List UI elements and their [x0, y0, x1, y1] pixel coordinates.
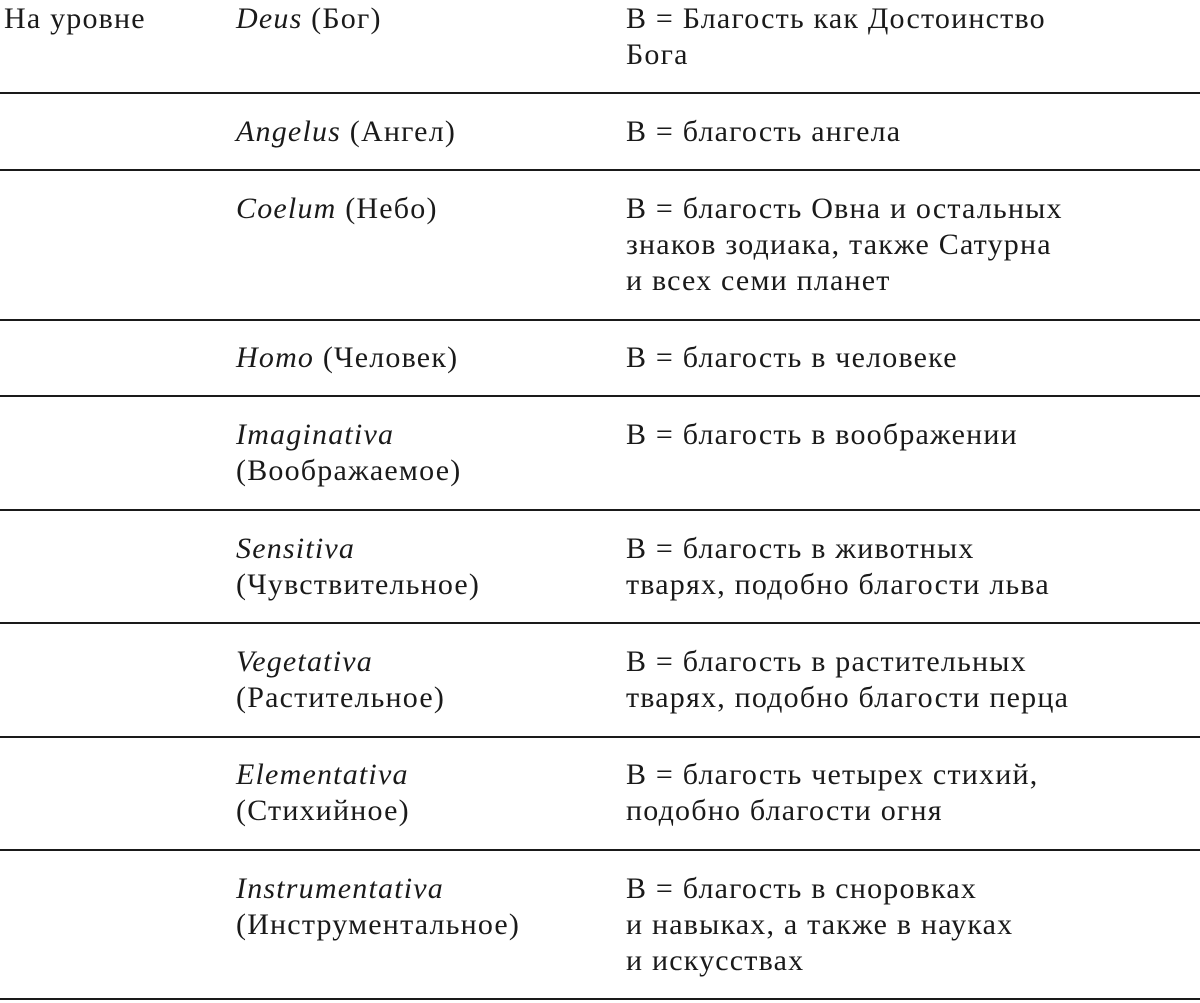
meaning-line: B = благость четырех стихий,: [626, 758, 1039, 791]
latin-term: Instrumentativa: [236, 872, 444, 905]
level-name: [236, 871, 520, 943]
level-name: [236, 114, 456, 150]
latin-term: Coelum: [236, 192, 337, 225]
level-meaning: [626, 871, 1013, 979]
level-name: [236, 340, 458, 376]
latin-term: Sensitiva: [236, 532, 356, 565]
latin-term: Homo: [236, 341, 315, 374]
meaning-line: B = благость Овна и остальных: [626, 192, 1063, 225]
russian-term: (Инструментальное): [236, 908, 521, 941]
meaning-line: B = Благость как Достоинство: [626, 2, 1046, 35]
row-divider: [0, 849, 1200, 851]
level-meaning: [626, 644, 1069, 716]
meaning-line: подобно благости огня: [626, 794, 943, 827]
level-label: На уровне: [4, 2, 146, 35]
level-meaning: [626, 114, 901, 150]
meaning-line: знаков зодиака, также Сатурна: [626, 228, 1052, 261]
level-meaning: [626, 417, 1018, 453]
russian-term: (Растительное): [236, 681, 446, 714]
level-name: [236, 644, 445, 716]
meaning-line: B = благость в человеке: [626, 341, 958, 374]
row-divider: [0, 319, 1200, 321]
meaning-line: и навыках, а также в науках: [626, 908, 1014, 941]
russian-term: (Чувствительное): [236, 568, 481, 601]
russian-term: (Бог): [311, 2, 382, 35]
level-name: [236, 191, 438, 227]
level-name: [236, 417, 461, 489]
meaning-line: Бога: [626, 38, 689, 71]
level-meaning: [626, 757, 1038, 829]
latin-term: Imaginativa: [236, 418, 395, 451]
meaning-line: B = благость в растительных: [626, 645, 1027, 678]
level-meaning: [626, 1, 1046, 73]
row-divider: [0, 736, 1200, 738]
meaning-line: тварях, подобно благости перца: [626, 681, 1070, 714]
latin-term: Deus: [236, 2, 303, 35]
meaning-line: тварях, подобно благости льва: [626, 568, 1050, 601]
row-divider: [0, 509, 1200, 511]
latin-term: Angelus: [236, 115, 342, 148]
meaning-line: B = благость ангела: [626, 115, 902, 148]
meaning-line: B = благость в воображении: [626, 418, 1018, 451]
level-meaning: [626, 531, 1050, 603]
russian-term: (Человек): [322, 341, 459, 374]
level-meaning: [626, 191, 1063, 299]
meaning-line: B = благость в животных: [626, 532, 975, 565]
meaning-line: и всех семи планет: [626, 264, 891, 297]
level-meaning: [626, 340, 958, 376]
level-name: [236, 1, 382, 37]
row-divider: [0, 622, 1200, 624]
russian-term: (Небо): [345, 192, 438, 225]
latin-term: Vegetativa: [236, 645, 373, 678]
level-name: [236, 757, 410, 829]
russian-term: (Ангел): [349, 115, 457, 148]
level-name: [236, 531, 480, 603]
row-divider: [0, 169, 1200, 171]
russian-term: (Стихийное): [236, 794, 410, 827]
row-divider: [0, 998, 1200, 1000]
meaning-line: и искусствах: [626, 944, 805, 977]
russian-term: (Воображаемое): [236, 454, 462, 487]
meaning-line: B = благость в сноровках: [626, 872, 978, 905]
row-divider: [0, 92, 1200, 94]
row-divider: [0, 395, 1200, 397]
latin-term: Elementativa: [236, 758, 409, 791]
